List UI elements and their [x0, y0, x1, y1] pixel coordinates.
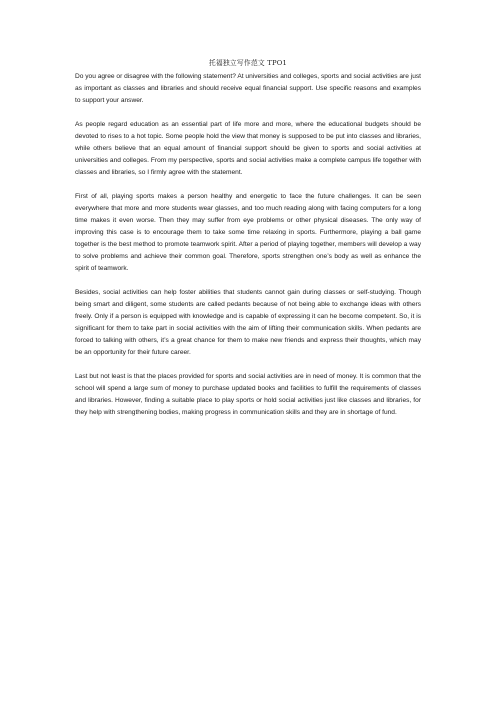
document-title: 托福独立写作范文 TPO1: [208, 59, 288, 67]
essay-paragraph-social: Besides, social activities can help foster abilities that students cannot gain during classes or self-studying. Though being smart and diligent, some students are called pedants because of not being able to exchange ideas with others freely. Only if a person is equipped with knowledge and is capable of expressing it can he become competent. So, it is significant for them to take part in social activities with the aim of lifting their communication skills. When pedants are forced to talking with others, it’s a great chance for them to make new friends and express their thoughts, which may be an opportunity for their future career.: [75, 289, 421, 356]
essay-paragraph-funding: Last but not least is that the places provided for sports and social activities are in need of money. It is common that the school will spend a large sum of money to purchase updated books and facilities to fulfill the requirements of classes and libraries. However, finding a suitable place to play sports or hold social activities just like classes and libraries, for they help with strengthening bodies, making progress in communication skills and they are in shortage of fund.: [75, 373, 421, 416]
document-body: [75, 58, 421, 431]
essay-prompt: Do you agree or disagree with the following statement? At universities and colleges, sports and social activities are just as important as classes and libraries and should receive equal financial support. Use specific reasons and examples to support your answer.: [75, 73, 421, 104]
essay-paragraph-intro: As people regard education as an essential part of life more and more, where the educational budgets should be devoted to rises to a hot topic. Some people hold the view that money is supposed to be put into classes and libraries, while others believe that an equal amount of financial support should be given to sports and social activities at universities and colleges. From my perspective, sports and social activities make a complete campus life together with classes and libraries, so I firmly agree with the statement.: [75, 121, 421, 176]
essay-paragraph-sports: First of all, playing sports makes a person healthy and energetic to face the future challenges. It can be seen everywhere that more and more students wear glasses, and too much reading along with facing computers for a long time makes it even worse. Then they may suffer from eye problems or other physical diseases. The only way of improving this case is to encourage them to take some time relaxing in sports. Furthermore, playing a ball game together is the best method to promote teamwork spirit. After a period of playing together, members will develop a way to solve problems and achieve their common goal. Therefore, sports strengthen one’s body as well as enhance the spirit of teamwork.: [75, 193, 421, 272]
